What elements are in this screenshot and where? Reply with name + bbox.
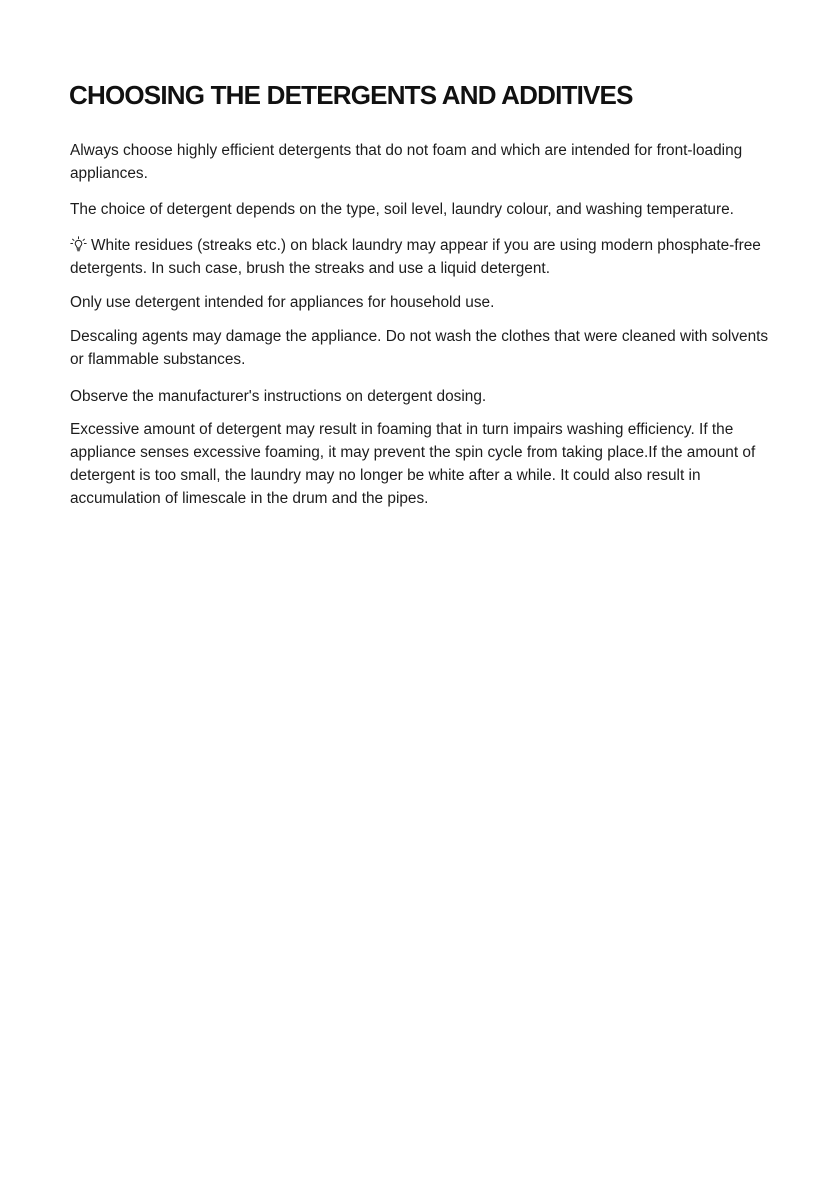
paragraph-descaling-warning: Descaling agents may damage the appliance. Do not wash the clothes that were cleaned with solvents or flammable substances. [70, 328, 769, 368]
tip-paragraph [70, 234, 775, 280]
lightbulb-icon [70, 236, 87, 252]
tip-text: White residues (streaks etc.) on black laundry may appear if you are using modern phosphate-free detergents. In such case, brush the streaks and use a liquid detergent. [70, 237, 761, 277]
paragraph-detergent-choice: The choice of detergent depends on the type, soil level, laundry colour, and washing temperature. [70, 201, 734, 218]
paragraph-household-use: Only use detergent intended for appliances for household use. [70, 294, 495, 311]
paragraph-dosing: Observe the manufacturer's instructions on detergent dosing. [70, 388, 487, 405]
paragraph-front-loading: Always choose highly efficient detergents that do not foam and which are intended for front-loading appliances. [70, 142, 743, 182]
page-title: CHOOSING THE DETERGENTS AND ADDITIVES [69, 80, 633, 110]
paragraph-excessive-detergent: Excessive amount of detergent may result in foaming that in turn impairs washing efficiency. If the appliance senses excessive foaming, it may prevent the spin cycle from taking place.If the amount of detergent is too small, the laundry may no longer be white after a while. It could also result in accumulation of limescale in the drum and the pipes. [70, 421, 756, 507]
